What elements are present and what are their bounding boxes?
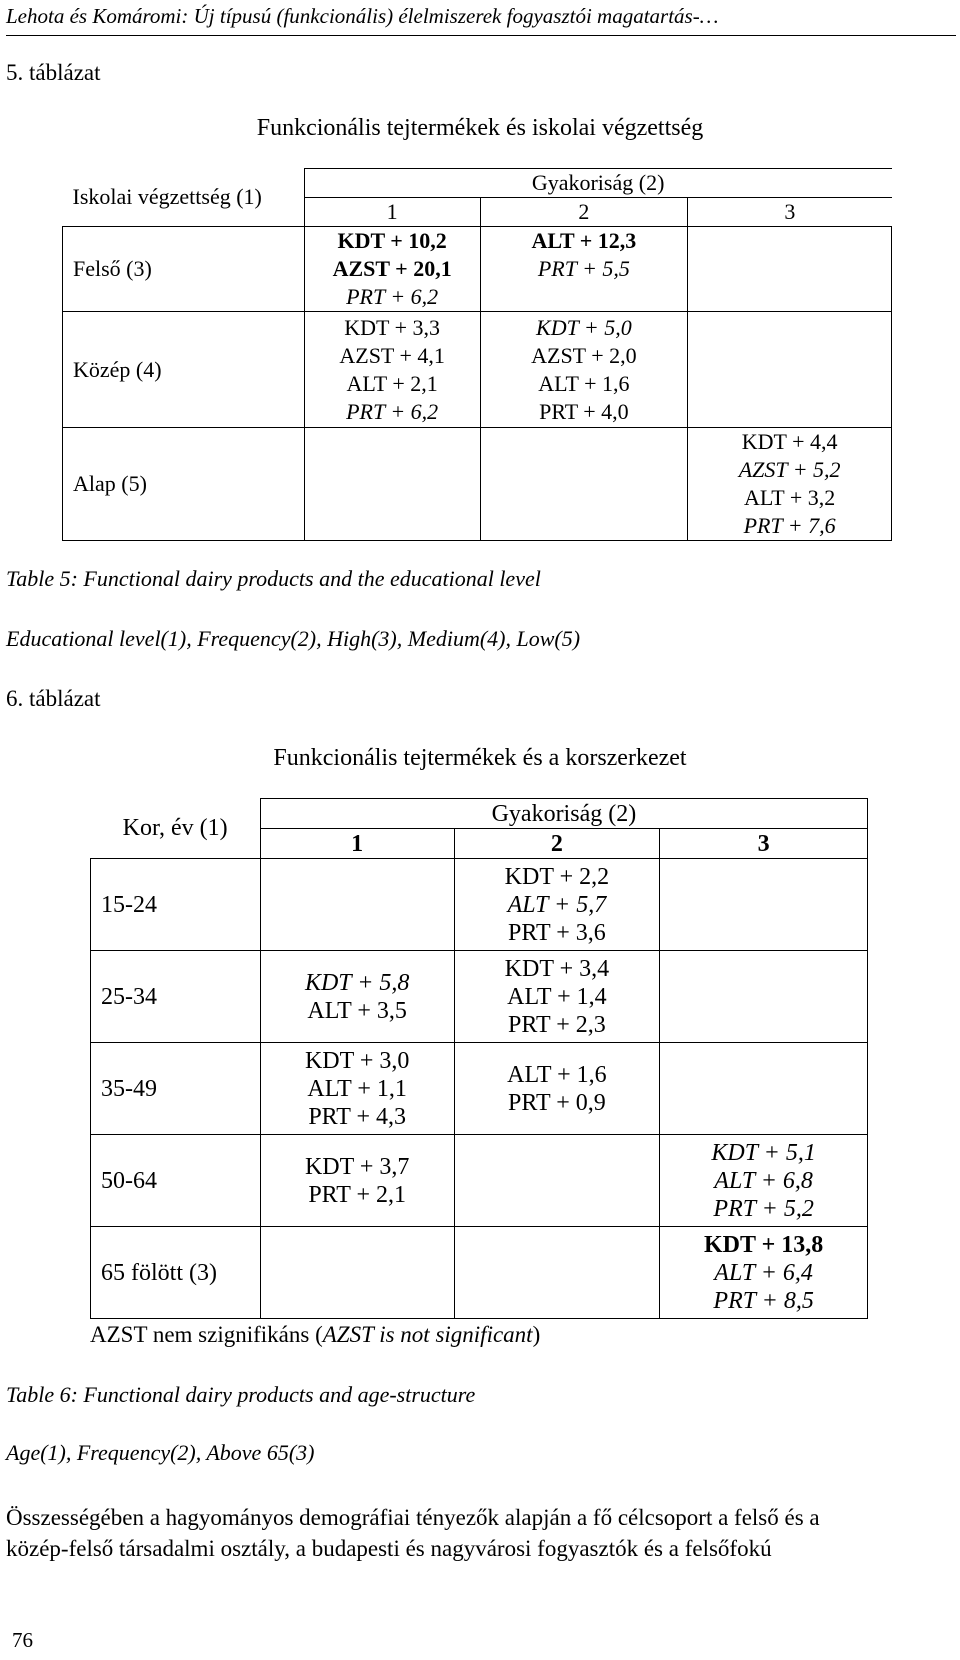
table5-cell <box>688 312 892 428</box>
table6-cell-value: ALT + 6,8 <box>714 1167 813 1194</box>
table5-cell <box>304 227 480 312</box>
table6-cell-value: ALT + 1,4 <box>507 983 607 1010</box>
table6-caption: Table 6: Functional dairy products and age-structure <box>6 1382 476 1407</box>
table6-cell-value: KDT + 3,7 <box>304 1153 410 1180</box>
table6-note-italic: AZST is not significant <box>322 1322 533 1347</box>
table5-cell-value: AZST + 5,2 <box>738 457 841 482</box>
table6-note-prefix: AZST nem szignifikáns ( <box>90 1322 323 1347</box>
table6-cell-value: PRT + 2,1 <box>308 1181 406 1208</box>
table6-cell-value: ALT + 1,6 <box>507 1061 607 1088</box>
table5-col-3: 3 <box>688 198 892 227</box>
table6-cell-value: ALT + 6,4 <box>714 1259 813 1286</box>
table5-cell-value: AZST + 2,0 <box>531 342 637 368</box>
table6-cell-value: ALT + 3,5 <box>307 997 407 1024</box>
table5-label: 5. táblázat <box>6 60 101 85</box>
table5-cell-value: PRT + 5,5 <box>537 256 630 281</box>
table5-caption: Table 5: Functional dairy products and the educational level <box>6 566 541 591</box>
table6-cell-value: PRT + 4,3 <box>308 1103 406 1130</box>
table6-cell-value: PRT + 2,3 <box>508 1011 606 1038</box>
table5-cell-value: ALT + 12,3 <box>531 228 637 253</box>
table5-cell <box>304 312 480 428</box>
table6-title: Funkcionális tejtermékek és a korszerkezet <box>273 745 687 771</box>
table6-cell <box>660 1135 868 1227</box>
table6-cell-value: KDT + 5,8 <box>304 969 410 996</box>
table6-row-header: Kor, év (1) <box>91 799 261 859</box>
table6-cell <box>260 951 454 1043</box>
table6-row-label: 25-34 <box>91 951 261 1043</box>
table5-cell-value: AZST + 4,1 <box>339 342 445 368</box>
table6-note-suffix: ) <box>532 1322 541 1347</box>
table5-row-label: Alap (5) <box>63 428 305 541</box>
table6-legend: Age(1), Frequency(2), Above 65(3) <box>6 1440 315 1465</box>
table5-cell <box>480 428 688 541</box>
table5-row-header: Iskolai végzettség (1) <box>63 169 305 227</box>
table6-cell <box>260 1043 454 1135</box>
table5-cell-value: PRT + 7,6 <box>743 513 836 538</box>
table6-cell-value: KDT + 13,8 <box>704 1231 824 1258</box>
table5-cell <box>304 428 480 541</box>
table6-note <box>90 1322 540 1348</box>
table5-cell-value: PRT + 4,0 <box>539 398 629 424</box>
table5-cell <box>688 428 892 541</box>
table6-cell-value: KDT + 3,4 <box>504 955 610 982</box>
table6-col-1: 1 <box>260 829 454 859</box>
table5-cell-value: AZST + 20,1 <box>332 256 452 281</box>
table6-col-3: 3 <box>660 829 868 859</box>
table6-freq-header: Gyakoriság (2) <box>260 799 867 829</box>
table5 <box>62 168 892 541</box>
table5-cell-value: KDT + 10,2 <box>337 228 447 253</box>
table6-cell-value: ALT + 1,1 <box>307 1075 407 1102</box>
table6-row-label: 65 fölött (3) <box>91 1227 261 1319</box>
table6-cell <box>454 859 660 951</box>
table5-cell-value: ALT + 1,6 <box>538 370 630 396</box>
table6-cell <box>260 1135 454 1227</box>
table5-row-label: Felső (3) <box>63 227 305 312</box>
table5-freq-header: Gyakoriság (2) <box>304 169 891 198</box>
table5-col-1: 1 <box>304 198 480 227</box>
table5-cell-value: PRT + 6,2 <box>346 284 439 309</box>
table5-row-label: Közép (4) <box>63 312 305 428</box>
header-rule <box>6 35 956 36</box>
table5-cell-value: PRT + 6,2 <box>346 398 439 424</box>
table6-cell-value: PRT + 5,2 <box>713 1195 814 1222</box>
table6-cell-value: PRT + 3,6 <box>508 919 606 946</box>
table5-legend: Educational level(1), Frequency(2), High(3), Medium(4), Low(5) <box>6 626 581 651</box>
table6-col-2: 2 <box>454 829 660 859</box>
paragraph-line: közép-felső társadalmi osztály, a budapesti és nagyvárosi fogyasztók és a felsőfokú <box>6 1536 772 1561</box>
table6-cell <box>454 1043 660 1135</box>
table6-cell <box>660 1227 868 1319</box>
table6-cell-value: PRT + 8,5 <box>713 1287 814 1314</box>
table6-cell-value: ALT + 5,7 <box>507 891 607 918</box>
table6-row-label: 35-49 <box>91 1043 261 1135</box>
table5-cell <box>688 227 892 312</box>
running-header: Lehota és Komáromi: Új típusú (funkcionális) élelmiszerek fogyasztói magatartás-… <box>6 4 719 28</box>
table6-cell-value: PRT + 0,9 <box>508 1089 606 1116</box>
paragraph-line: Összességében a hagyományos demográfiai tényezők alapján a fő célcsoport a felső és a <box>6 1505 820 1530</box>
table5-title: Funkcionális tejtermékek és iskolai végzettség <box>256 115 704 141</box>
table6-row-label: 15-24 <box>91 859 261 951</box>
table6-cell <box>660 1043 868 1135</box>
table5-cell-value: ALT + 2,1 <box>346 370 438 396</box>
table5-cell <box>480 227 688 312</box>
table6-cell <box>260 859 454 951</box>
table6-cell <box>260 1227 454 1319</box>
table6-row-label: 50-64 <box>91 1135 261 1227</box>
table5-cell-value: KDT + 4,4 <box>741 429 838 454</box>
table6-cell-value: KDT + 5,1 <box>711 1139 816 1166</box>
table6 <box>90 798 868 1319</box>
table5-cell-value: ALT + 3,2 <box>743 485 836 510</box>
table6-cell <box>454 951 660 1043</box>
table6-cell-value: KDT + 3,0 <box>304 1047 410 1074</box>
table6-cell <box>660 859 868 951</box>
table5-cell-value: KDT + 5,0 <box>536 314 632 340</box>
table6-cell <box>660 951 868 1043</box>
body-paragraph <box>6 1502 956 1564</box>
table6-cell <box>454 1227 660 1319</box>
table6-cell <box>454 1135 660 1227</box>
table5-cell <box>480 312 688 428</box>
page-number: 76 <box>12 1628 33 1652</box>
table5-cell-value: KDT + 3,3 <box>344 314 440 340</box>
table5-col-2: 2 <box>480 198 688 227</box>
table6-label: 6. táblázat <box>6 686 101 711</box>
table6-cell-value: KDT + 2,2 <box>504 863 610 890</box>
